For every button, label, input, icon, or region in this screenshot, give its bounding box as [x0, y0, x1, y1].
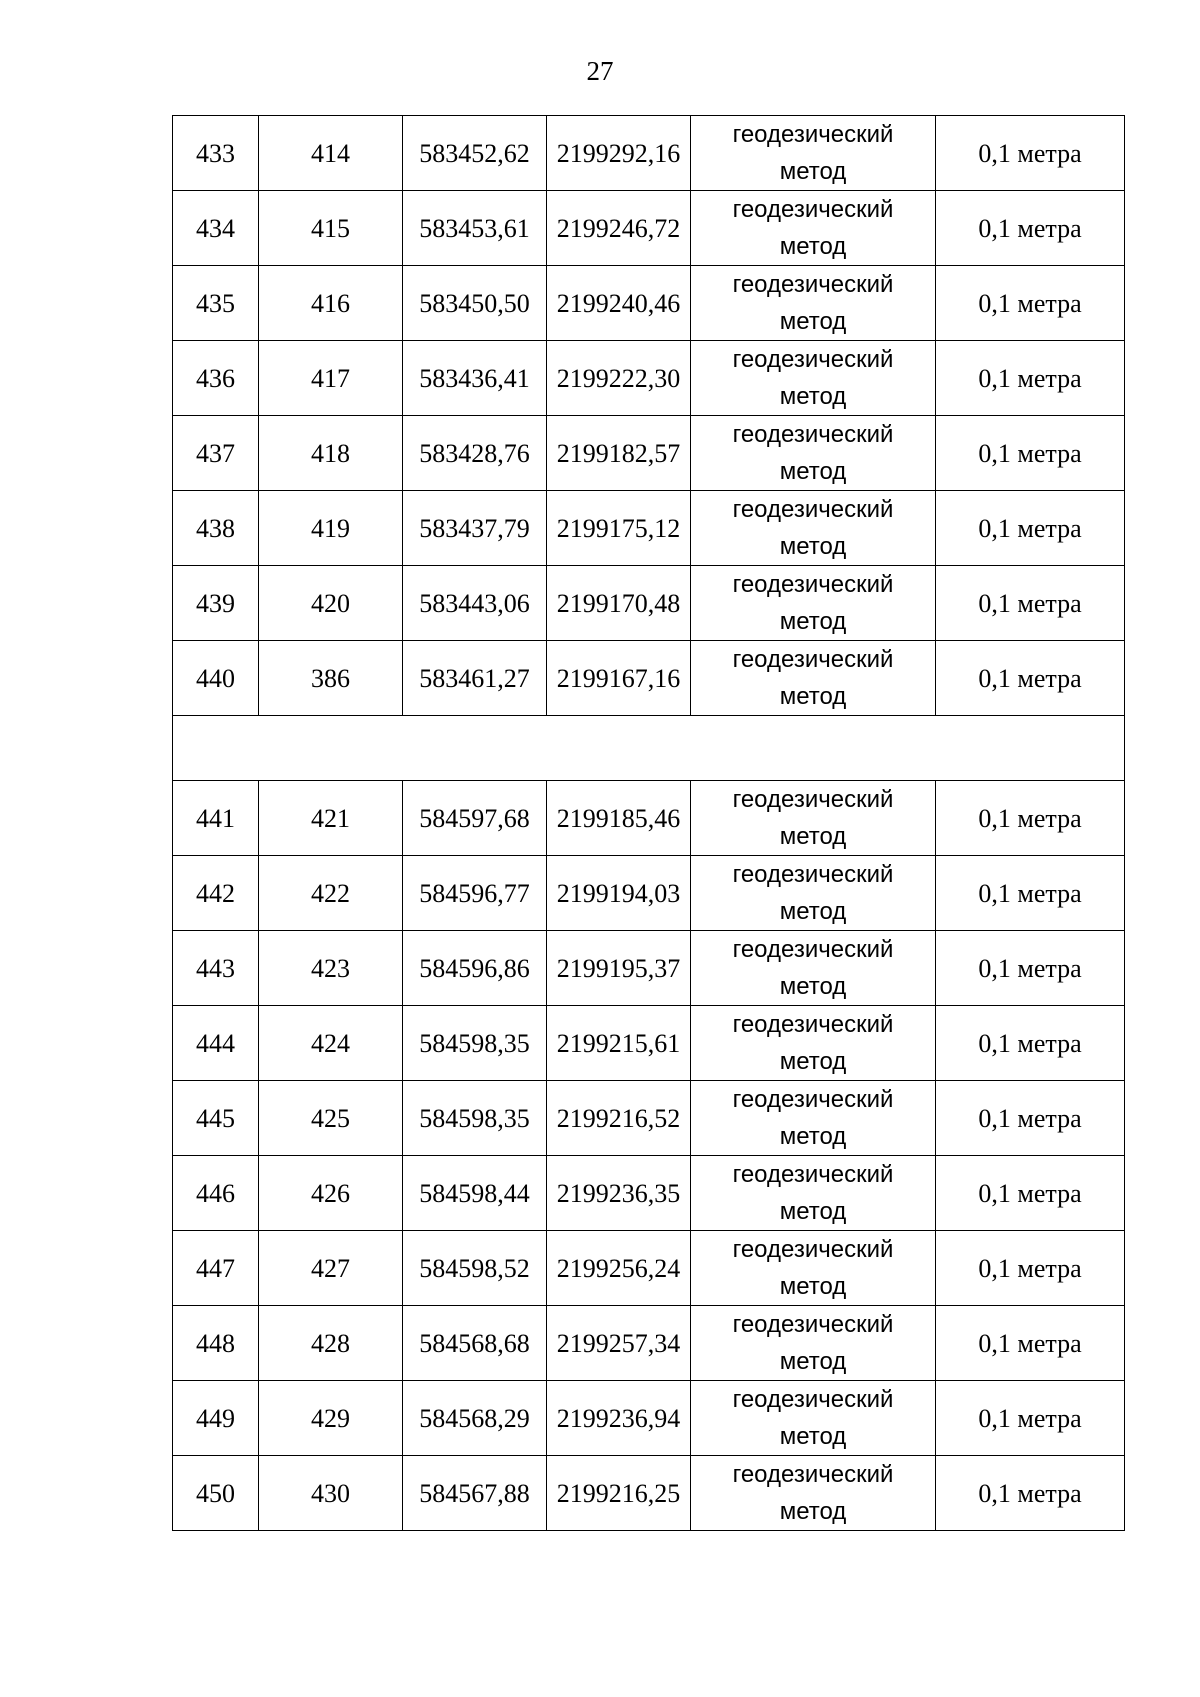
table-row	[173, 191, 1125, 266]
table-row	[173, 116, 1125, 191]
table-row	[173, 1306, 1125, 1381]
x-coordinate-cell: 583452,62	[403, 116, 547, 191]
x-coordinate-cell: 583461,27	[403, 641, 547, 716]
method-line-2: метод	[779, 823, 847, 850]
method-cell	[691, 1156, 936, 1231]
method-line-2: метод	[779, 308, 847, 335]
y-coordinate-cell: 2199257,34	[547, 1306, 691, 1381]
row-number-cell: 440	[173, 641, 259, 716]
x-coordinate-cell: 584567,88	[403, 1456, 547, 1531]
y-coordinate-cell: 2199215,61	[547, 1006, 691, 1081]
x-coordinate-cell: 584568,29	[403, 1381, 547, 1456]
row-number-cell: 445	[173, 1081, 259, 1156]
method-cell	[691, 341, 936, 416]
method-line-2: метод	[779, 1273, 847, 1300]
point-number-cell: 417	[259, 341, 403, 416]
method-line-1: геодезический	[732, 1461, 894, 1488]
point-number-cell: 415	[259, 191, 403, 266]
method-cell	[691, 416, 936, 491]
table-row	[173, 641, 1125, 716]
row-number-cell: 438	[173, 491, 259, 566]
row-number-cell: 433	[173, 116, 259, 191]
x-coordinate-cell: 583443,06	[403, 566, 547, 641]
table-row	[173, 1231, 1125, 1306]
point-number-cell: 421	[259, 781, 403, 856]
x-coordinate-cell: 584598,35	[403, 1006, 547, 1081]
method-line-1: геодезический	[732, 1311, 894, 1338]
row-number-cell: 446	[173, 1156, 259, 1231]
method-line-1: геодезический	[732, 1161, 894, 1188]
method-cell	[691, 1456, 936, 1531]
accuracy-cell: 0,1 метра	[936, 266, 1125, 341]
table-row	[173, 416, 1125, 491]
accuracy-cell: 0,1 метра	[936, 416, 1125, 491]
method-line-2: метод	[779, 233, 847, 260]
x-coordinate-cell: 584598,35	[403, 1081, 547, 1156]
method-line-2: метод	[779, 1123, 847, 1150]
method-line-1: геодезический	[732, 421, 894, 448]
y-coordinate-cell: 2199236,35	[547, 1156, 691, 1231]
row-number-cell: 434	[173, 191, 259, 266]
y-coordinate-cell: 2199216,52	[547, 1081, 691, 1156]
method-line-1: геодезический	[732, 1236, 894, 1263]
point-number-cell: 422	[259, 856, 403, 931]
method-line-2: метод	[779, 898, 847, 925]
row-number-cell: 444	[173, 1006, 259, 1081]
accuracy-cell: 0,1 метра	[936, 641, 1125, 716]
method-line-2: метод	[779, 458, 847, 485]
y-coordinate-cell: 2199246,72	[547, 191, 691, 266]
method-cell	[691, 856, 936, 931]
x-coordinate-cell: 584598,44	[403, 1156, 547, 1231]
point-number-cell: 424	[259, 1006, 403, 1081]
point-number-cell: 419	[259, 491, 403, 566]
method-line-1: геодезический	[732, 1086, 894, 1113]
accuracy-cell: 0,1 метра	[936, 856, 1125, 931]
row-number-cell: 439	[173, 566, 259, 641]
separator-cell	[173, 716, 1125, 781]
table-row	[173, 931, 1125, 1006]
table-row	[173, 856, 1125, 931]
x-coordinate-cell: 583450,50	[403, 266, 547, 341]
method-line-1: геодезический	[732, 346, 894, 373]
y-coordinate-cell: 2199182,57	[547, 416, 691, 491]
table-row	[173, 781, 1125, 856]
table-row	[173, 566, 1125, 641]
y-coordinate-cell: 2199194,03	[547, 856, 691, 931]
method-cell	[691, 641, 936, 716]
method-cell	[691, 931, 936, 1006]
accuracy-cell: 0,1 метра	[936, 1231, 1125, 1306]
method-line-1: геодезический	[732, 496, 894, 523]
accuracy-cell: 0,1 метра	[936, 1006, 1125, 1081]
accuracy-cell: 0,1 метра	[936, 491, 1125, 566]
row-number-cell: 450	[173, 1456, 259, 1531]
method-cell	[691, 1306, 936, 1381]
row-number-cell: 447	[173, 1231, 259, 1306]
row-number-cell: 436	[173, 341, 259, 416]
row-number-cell: 437	[173, 416, 259, 491]
method-line-1: геодезический	[732, 646, 894, 673]
method-line-1: геодезический	[732, 861, 894, 888]
point-number-cell: 427	[259, 1231, 403, 1306]
accuracy-cell: 0,1 метра	[936, 781, 1125, 856]
y-coordinate-cell: 2199256,24	[547, 1231, 691, 1306]
row-number-cell: 443	[173, 931, 259, 1006]
accuracy-cell: 0,1 метра	[936, 1306, 1125, 1381]
x-coordinate-cell: 583437,79	[403, 491, 547, 566]
method-line-1: геодезический	[732, 936, 894, 963]
x-coordinate-cell: 584596,77	[403, 856, 547, 931]
y-coordinate-cell: 2199175,12	[547, 491, 691, 566]
method-line-2: метод	[779, 533, 847, 560]
table-row	[173, 1456, 1125, 1531]
coordinates-table-body	[173, 116, 1125, 1531]
table-row	[173, 341, 1125, 416]
method-cell	[691, 191, 936, 266]
table-row	[173, 491, 1125, 566]
accuracy-cell: 0,1 метра	[936, 116, 1125, 191]
method-cell	[691, 1231, 936, 1306]
table-row	[173, 1006, 1125, 1081]
row-number-cell: 449	[173, 1381, 259, 1456]
point-number-cell: 429	[259, 1381, 403, 1456]
accuracy-cell: 0,1 метра	[936, 566, 1125, 641]
point-number-cell: 430	[259, 1456, 403, 1531]
point-number-cell: 386	[259, 641, 403, 716]
method-line-1: геодезический	[732, 1011, 894, 1038]
row-number-cell: 435	[173, 266, 259, 341]
separator-row	[173, 716, 1125, 781]
y-coordinate-cell: 2199195,37	[547, 931, 691, 1006]
y-coordinate-cell: 2199216,25	[547, 1456, 691, 1531]
method-line-2: метод	[779, 1048, 847, 1075]
method-cell	[691, 1006, 936, 1081]
x-coordinate-cell: 583453,61	[403, 191, 547, 266]
y-coordinate-cell: 2199167,16	[547, 641, 691, 716]
method-line-2: метод	[779, 973, 847, 1000]
row-number-cell: 441	[173, 781, 259, 856]
accuracy-cell: 0,1 метра	[936, 191, 1125, 266]
coordinates-table	[172, 115, 1125, 1531]
method-line-2: метод	[779, 683, 847, 710]
method-cell	[691, 1081, 936, 1156]
x-coordinate-cell: 584568,68	[403, 1306, 547, 1381]
y-coordinate-cell: 2199292,16	[547, 116, 691, 191]
x-coordinate-cell: 584596,86	[403, 931, 547, 1006]
table-row	[173, 1081, 1125, 1156]
point-number-cell: 425	[259, 1081, 403, 1156]
method-line-1: геодезический	[732, 196, 894, 223]
x-coordinate-cell: 584598,52	[403, 1231, 547, 1306]
method-line-1: геодезический	[732, 121, 894, 148]
x-coordinate-cell: 584597,68	[403, 781, 547, 856]
y-coordinate-cell: 2199236,94	[547, 1381, 691, 1456]
y-coordinate-cell: 2199185,46	[547, 781, 691, 856]
point-number-cell: 418	[259, 416, 403, 491]
method-cell	[691, 266, 936, 341]
method-line-2: метод	[779, 1423, 847, 1450]
row-number-cell: 442	[173, 856, 259, 931]
method-line-1: геодезический	[732, 1386, 894, 1413]
method-line-2: метод	[779, 1198, 847, 1225]
method-line-1: геодезический	[732, 571, 894, 598]
method-line-2: метод	[779, 1498, 847, 1525]
x-coordinate-cell: 583428,76	[403, 416, 547, 491]
method-line-2: метод	[779, 383, 847, 410]
table-row	[173, 1381, 1125, 1456]
method-line-1: геодезический	[732, 786, 894, 813]
point-number-cell: 420	[259, 566, 403, 641]
point-number-cell: 423	[259, 931, 403, 1006]
y-coordinate-cell: 2199240,46	[547, 266, 691, 341]
point-number-cell: 426	[259, 1156, 403, 1231]
point-number-cell: 416	[259, 266, 403, 341]
x-coordinate-cell: 583436,41	[403, 341, 547, 416]
row-number-cell: 448	[173, 1306, 259, 1381]
method-cell	[691, 491, 936, 566]
method-cell	[691, 116, 936, 191]
method-line-2: метод	[779, 158, 847, 185]
table-row	[173, 1156, 1125, 1231]
method-line-2: метод	[779, 1348, 847, 1375]
method-line-1: геодезический	[732, 271, 894, 298]
accuracy-cell: 0,1 метра	[936, 341, 1125, 416]
accuracy-cell: 0,1 метра	[936, 1381, 1125, 1456]
method-line-2: метод	[779, 608, 847, 635]
y-coordinate-cell: 2199170,48	[547, 566, 691, 641]
accuracy-cell: 0,1 метра	[936, 931, 1125, 1006]
accuracy-cell: 0,1 метра	[936, 1456, 1125, 1531]
accuracy-cell: 0,1 метра	[936, 1081, 1125, 1156]
method-cell	[691, 1381, 936, 1456]
method-cell	[691, 781, 936, 856]
page-number: 27	[586, 56, 614, 86]
point-number-cell: 428	[259, 1306, 403, 1381]
y-coordinate-cell: 2199222,30	[547, 341, 691, 416]
table-row	[173, 266, 1125, 341]
accuracy-cell: 0,1 метра	[936, 1156, 1125, 1231]
method-cell	[691, 566, 936, 641]
point-number-cell: 414	[259, 116, 403, 191]
